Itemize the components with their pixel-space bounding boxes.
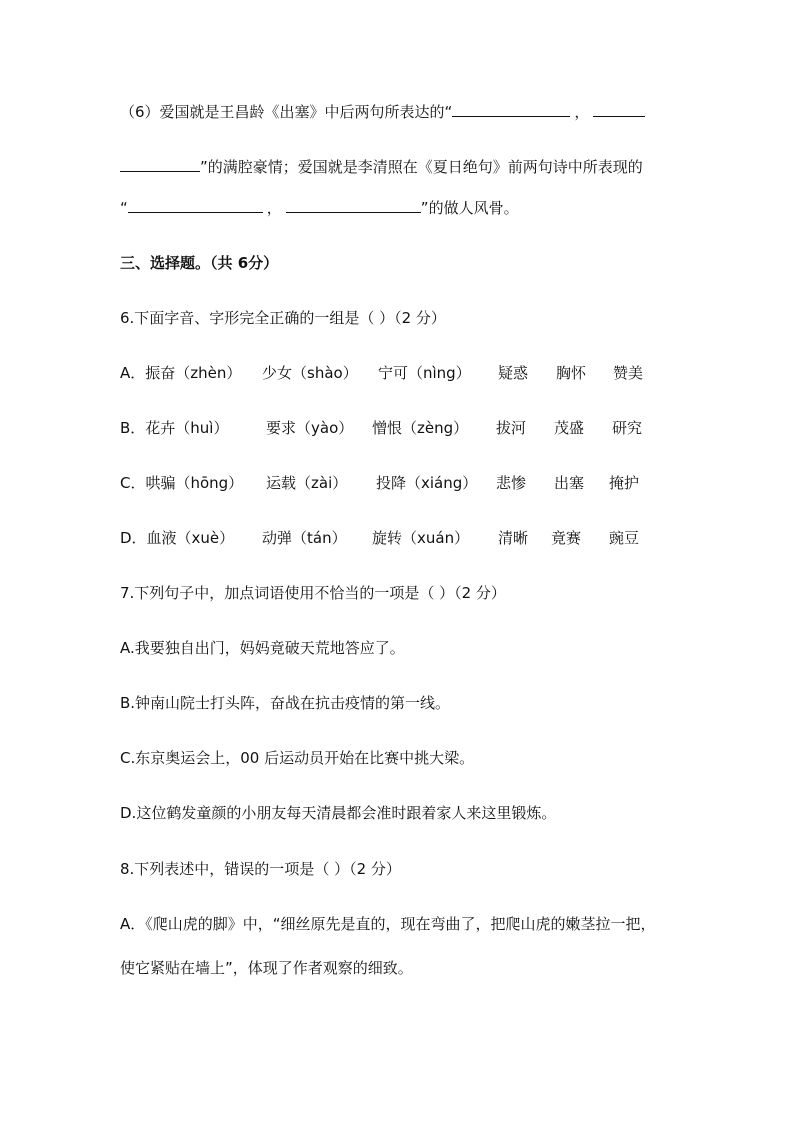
option-word: 豌豆 — [609, 529, 640, 547]
q7-option-a[interactable]: A.我要独自出门，妈妈竟破天荒地答应了。 — [120, 639, 405, 657]
option-word: 少女（shào） — [262, 364, 358, 382]
q7-option-d[interactable]: D.这位鹤发童颜的小朋友每天清晨都会准时跟着家人来这里锻炼。 — [120, 804, 557, 822]
option-word: B．花卉（huì） — [120, 419, 229, 437]
q6-fill-line3 — [120, 198, 519, 218]
q6-fill-open-quote: “ — [120, 199, 128, 217]
option-word: 悲惨 — [496, 474, 527, 492]
option-word: 疑惑 — [498, 364, 529, 382]
answer-blank[interactable] — [593, 102, 645, 117]
option-word: C．哄骗（hōng） — [120, 474, 244, 492]
q6-fill-line1 — [120, 102, 645, 122]
question-6-stem: 6.下面字音、字形完全正确的一组是（ ）（2 分） — [120, 309, 446, 327]
option-word: 动弹（tán） — [262, 529, 347, 547]
question-8-stem: 8.下列表述中，错误的一项是（ ）（2 分） — [120, 860, 401, 878]
q6-fill-prefix: （6）爱国就是王昌龄《出塞》中后两句所表达的“ — [120, 103, 453, 121]
q6-fill-suffix2: ”的做人风骨。 — [420, 199, 519, 217]
q6-fill-comma2: ， — [266, 199, 282, 217]
option-word: 赞美 — [613, 364, 644, 382]
q8-option-a-line1[interactable]: A．《爬山虎的脚》中，“细丝原先是直的，现在弯曲了，把爬山虎的嫩茎拉一把， — [120, 915, 656, 933]
q8-option-a-line2[interactable]: 使它紧贴在墙上”，体现了作者观察的细致。 — [120, 959, 413, 977]
answer-blank[interactable] — [128, 198, 263, 213]
answer-blank[interactable] — [452, 102, 570, 117]
option-word: D．血液（xuè） — [120, 529, 235, 547]
q7-option-c[interactable]: C.东京奥运会上，00 后运动员开始在比赛中挑大梁。 — [120, 749, 475, 767]
option-word: 茂盛 — [554, 419, 585, 437]
option-word: 要求（yào） — [266, 419, 354, 437]
option-word: 出塞 — [554, 474, 585, 492]
answer-blank[interactable] — [286, 198, 421, 213]
option-word: 掩护 — [609, 474, 640, 492]
option-word: 研究 — [612, 419, 643, 437]
section-title: 三、选择题。（共 6分） — [120, 254, 279, 272]
option-word: 清晰 — [498, 529, 529, 547]
option-word: 运载（zài） — [266, 474, 348, 492]
q6-fill-comma: ， — [574, 103, 590, 121]
q6-fill-line2 — [120, 157, 643, 177]
question-7-stem: 7.下列句子中，加点词语使用不恰当的一项是（ ）（2 分） — [120, 584, 506, 602]
option-word: A．振奋（zhèn） — [120, 364, 242, 382]
answer-blank[interactable] — [120, 157, 200, 172]
q7-option-b[interactable]: B.钟南山院士打头阵，奋战在抗击疫情的第一线。 — [120, 694, 451, 712]
option-word: 竟赛 — [551, 529, 582, 547]
q6-fill-suffix: ”的满腔豪情；爱国就是李清照在《夏日绝句》前两句诗中所表现的 — [200, 158, 643, 176]
option-word: 胸怀 — [556, 364, 587, 382]
option-word: 宁可（nìng） — [378, 364, 471, 382]
option-word: 拔河 — [496, 419, 527, 437]
option-word: 投降（xiáng） — [376, 474, 478, 492]
option-word: 旋转（xuán） — [372, 529, 470, 547]
option-word: 憎恨（zèng） — [372, 419, 469, 437]
